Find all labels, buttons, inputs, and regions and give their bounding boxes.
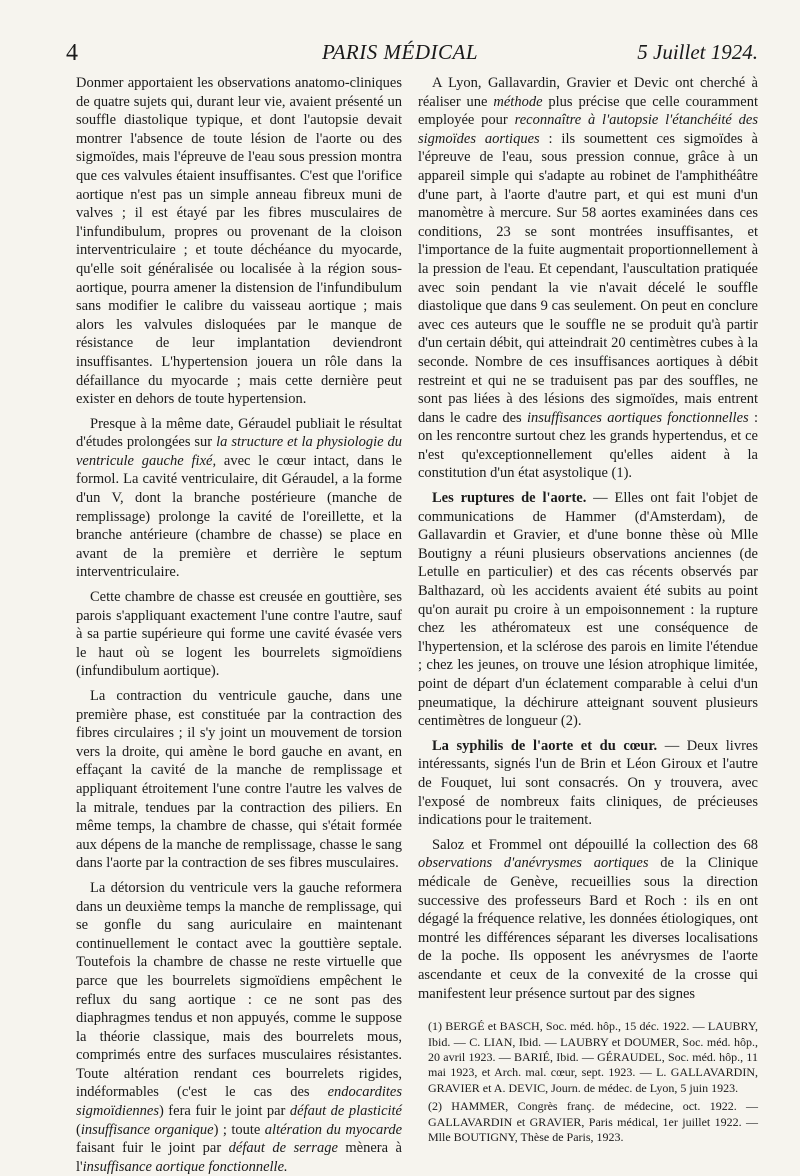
right-column: [418, 74, 758, 1148]
paragraph: Presque à la même date, Géraudel publiait le résultat d'études prolongées sur la structure et la physiologie du ventricule gauche fixé, avec le cœur intact, dans le formol. La cavité ventriculaire, dit Géraudel, a la forme d'un V, dont la branche postérieure (manche de remplissage) prolonge la cavité de l'oreillette, et la branche antérieure (chambre de chasse) se place en avant de la première et derrière le septum interventriculaire.: [76, 415, 403, 581]
paragraph: La détorsion du ventricule vers la gauche reformera dans un deuxième temps la manche de remplissage, qui se gonfle du sang auriculaire en maintenant continuellement le contact avec la gouttière septale. Toutefois la chambre de chasse ne reste virtuelle que parce que les bourrelets sigmoïdiens empêchent le reflux du sang aortique : ce ne sont pas des diaphragmes tendus et non appuyés, comme le suppose la théorie classique, mais des bourrelets mous, comprimés entre des surfaces musculaires résistantes. Toute altération rendant ces bourrelets rigides, indéformables (c'est le cas des endocardites sigmoïdiennes) fera fuir le joint par défaut de plasticité (insuffisance organique) ; toute altération du myocarde faisant fuir le joint par défaut de serrage mènera à l'insuffisance aortique fonctionnelle.: [76, 879, 402, 1175]
paragraph: A Lyon, Gallavardin, Gravier et Devic ont cherché à réaliser une méthode plus précise que celle couramment employée pour reconnaître à l'autopsie l'étanchéité des sigmoïdes aortiques : ils soumettent ces sigmoïdes à l'épreuve de l'eau, sous pression connue, grâce à un appareil simple qui s'adapte au robinet de l'amphithéâtre d'une part, à l'aorte d'autre part, et qui est muni d'un manomètre à mercure. Sur 58 aortes examinées dans ces conditions, 23 se sont montrées insuffisantes, et l'importance de la fuite augmentait proportionnellement à la pression de l'eau. Et cependant, l'auscultation pratiquée avec soin pendant la vie n'avait décelé le souffle diastolique que dans 9 cas seulement. On peut en conclure avec ces auteurs que le souffle ne se produit qu'à partir d'un certain débit, qui atteindrait 20 centimètres cubes à la seconde. Nombre de ces insuffisances aortiques à débit restreint et qui ne se traduisent pas par des souffles, ne sont pas liées à des lésions des sigmoïdes, mais entrent dans le cadre des insuffisances aortiques fonctionnelles : on les rencontre surtout chez les grands hypertendus, et ce n'est qu'exceptionnellement qu'elles aident à la constitution d'un état asystolique (1).: [418, 75, 758, 482]
section-title: Les ruptures de l'aorte.: [432, 490, 587, 507]
left-column: [76, 74, 402, 1176]
running-title: PARIS MÉDICAL: [321, 40, 478, 64]
running-date: 5 Juillet 1924.: [637, 40, 758, 64]
section-ruptures: Les ruptures de l'aorte. — Elles ont fait l'objet de communications de Hammer (d'Amsterdam), de Gallavardin et Gravier, et d'une bonne thèse où Mlle Boutigny a réuni plusieurs observations anciennes (de Letulle en particulier) et des cas récents observés par Balthazard, où les accidents avaient été subits au point qu'on aurait pu croire à un empoisonnement : la rupture chez les athéromateux est une conséquence de l'hypertension, et la sclérose des parois en limite l'étendue ; chez les jeunes, on trouve une lésion atrophique limitée, point de départ d'un éclatement comparable à celui d'un pneumatique, la déchirure atteignant souvent plusieurs centimètres de longueur (2).: [418, 490, 758, 730]
footnotes: [418, 1019, 758, 1145]
paragraph: Saloz et Frommel ont dépouillé la collection des 68 observations d'anévrysmes aortiques de la Clinique médicale de Genève, recueillies sous la direction successive des professeurs Bard et Roch : ils en ont dégagé la fréquence relative, les données étiologiques, ont montré les différences séparant les diverses localisations de la poche. Ils opposent les anévrysmes de l'aorte ascendante et ceux de la convexité de la crosse qui manifestent leur présence surtout par des signes: [418, 836, 759, 1002]
paragraph: Cette chambre de chasse est creusée en gouttière, ses parois s'appliquant exactement l'une contre l'autre, sauf à sa partie supérieure qui forme une cavité évasée vers le haut où se logent les bourrelets sigmoïdiens (infundibulum aortique).: [76, 589, 402, 680]
section-title: La syphilis de l'aorte et du cœur.: [432, 737, 658, 754]
section-syphilis: La syphilis de l'aorte et du cœur. — Deux livres intéressants, signés l'un de Brin et Léon Giroux et l'autre de Fouquet, lui sont consacrés. On y trouvera, avec l'exposé de nombreux faits cliniques, de précieuses indications pour le traitement.: [418, 737, 758, 829]
paragraph: Donmer apportaient les observations anatomo-cliniques de quatre sujets qui, durant leur vie, avaient présenté un souffle diastolique typique, et dont l'autopsie devait montrer l'absence de toute lésion de l'aorte ou des sigmoïdes, mais l'épreuve de l'eau sous pression montra que ces valvules étaient insuffisantes. C'est que l'orifice aortique n'est pas un simple anneau fibreux muni de valves ; il est étayé par les fibres musculaires de l'infundibulum, propres ou provenant de la cloison interventriculaire ; et toute déchéance du myocarde, qu'elle soit généralisée ou localisée à la région sous-aortique, pourra amener la distension de l'infundibulum sans modifier le calibre du vaisseau aortique ; mais alors les valvules disloquées par le manque de résistance de leur implantation deviendront insuffisantes. L'hypertension jouera un rôle dans la défaillance du myocarde ; mais cette dernière peut exister en dehors de toute hypertension.: [76, 75, 402, 408]
footnote: (2) HAMMER, Congrès franç. de médecine, oct. 1922. — GALLAVARDIN et GRAVIER, Paris médical, 1er juillet 1922. — Mlle BOUTIGNY, Thèse de Paris, 1923.: [428, 1099, 758, 1144]
paragraph: La contraction du ventricule gauche, dans une première phase, est constituée par la contraction des fibres circulaires ; il s'y joint un mouvement de torsion vers la droite, qui amène le bord gauche en avant, en effaçant la cavité de la manche de remplissage et appliquant étroitement l'une contre l'autre les valves de la mitrale, tendues par la contraction des piliers. En même temps, la chambre de chasse, qui s'était formée aux dépens de la manche de remplissage, chasse le sang dans l'aorte par la contraction de ses fibres musculaires.: [76, 688, 402, 872]
footnote: (1) BERGÉ et BASCH, Soc. méd. hôp., 15 déc. 1922. — LAUBRY, Ibid. — C. LIAN, Ibid. — LAUBRY et DOUMER, Soc. méd. hôp., 20 avril 1923. — BARIÉ, Ibid. — GÉRAUDEL, Soc. méd. hôp., 11 mai 1923, et Arch. mal. cœur, sept. 1923. — L. GALLAVARDIN, GRAVIER et A. DEVIC, Journ. de médec. de Lyon, 5 juin 1923.: [428, 1019, 758, 1095]
page-number: 4: [66, 40, 78, 66]
